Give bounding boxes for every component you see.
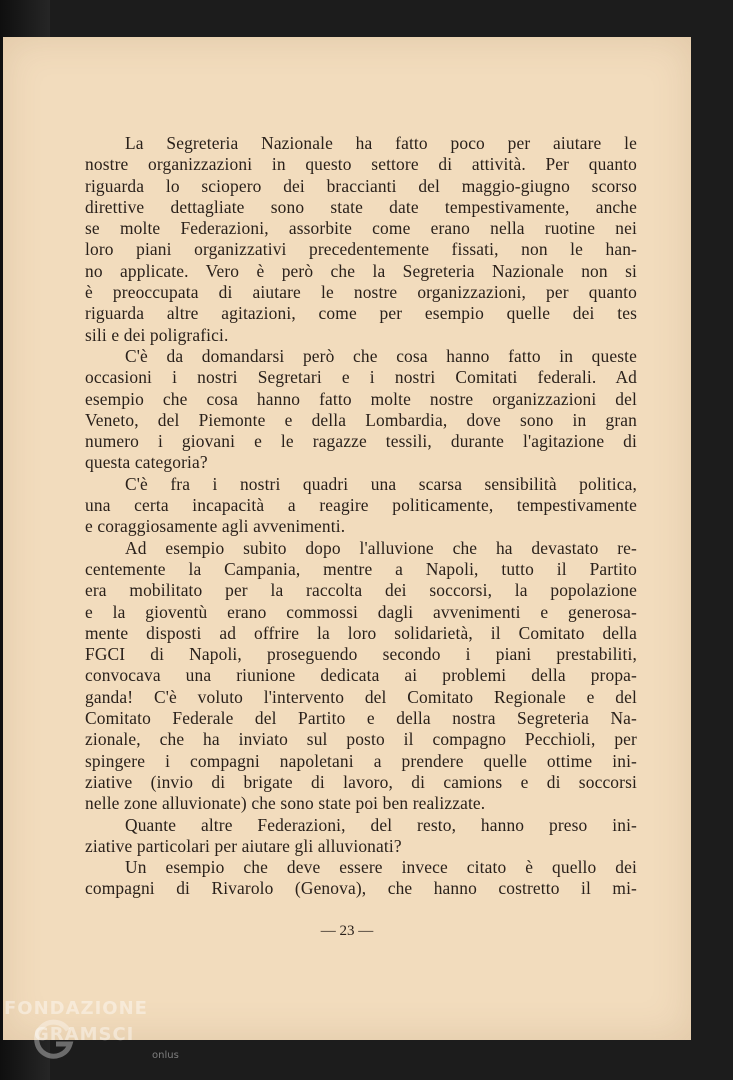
book-page [3, 37, 691, 1040]
page-number: — 23 — [320, 923, 374, 939]
text-line: nostre organizzazioni in questo settore di attività. Per quanto [85, 154, 637, 175]
text-line: riguarda altre agitazioni, come per esempio quelle dei tes [85, 303, 637, 324]
text-line: riguarda lo sciopero dei braccianti del maggio-giugno scorso [85, 175, 637, 196]
text-line: La Segreteria Nazionale ha fatto poco per aiutare le [125, 133, 637, 153]
text-line: C'è da domandarsi però che cosa hanno fatto in queste [125, 345, 637, 366]
text-line: Ad esempio subito dopo l'alluvione che ha devastato re- [125, 537, 637, 558]
text-line: mente disposti ad offrire la loro solidarietà, il Comitato della [85, 622, 637, 643]
text-line: C'è fra i nostri quadri una scarsa sensibilità politica, [125, 473, 637, 494]
text-line: ganda! C'è voluto l'intervento del Comitato Regionale e del [85, 686, 637, 707]
text-line: nelle zone alluvionate) che sono state poi ben realizzate. [85, 793, 486, 814]
text-line: Un esempio che deve essere invece citato è quello dei [125, 857, 637, 878]
text-line: convocava una riunione dedicata ai problemi della propa- [85, 665, 637, 686]
text-line: e la gioventù erano commossi dagli avvenimenti e generosa- [85, 601, 637, 622]
watermark-title: FONDAZIONE [4, 998, 148, 1019]
watermark-suffix: onlus [152, 1050, 179, 1061]
text-line: no applicate. Vero è però che la Segreteria Nazionale non si [85, 260, 637, 281]
text-line: ziative particolari per aiutare gli alluvionati? [85, 835, 402, 856]
text-line: occasioni i nostri Segretari e i nostri Comitati federali. Ad [85, 367, 637, 388]
text-line: Comitato Federale del Partito e della nostra Segreteria Na- [85, 708, 637, 729]
text-line: questa categoria? [85, 452, 208, 473]
text-line: sili e dei poligrafici. [85, 324, 229, 345]
text-line: compagni di Rivarolo (Genova), che hanno costretto il mi- [85, 878, 637, 899]
watermark-logo [4, 998, 204, 1068]
text-line: era mobilitato per la raccolta dei soccorsi, la popolazione [85, 580, 637, 601]
text-line: loro piani organizzativi precedentemente fissati, non le han- [85, 239, 637, 260]
text-line: Quante altre Federazioni, del resto, hanno preso ini- [125, 814, 637, 835]
text-line: centemente la Campania, mentre a Napoli, tutto il Partito [85, 558, 637, 579]
watermark-subtitle: GRAMSCI [34, 1024, 135, 1045]
text-line: e coraggiosamente agli avvenimenti. [85, 516, 346, 537]
text-line: numero i giovani e le ragazze tessili, durante l'agitazione di [85, 431, 637, 452]
text-line: è preoccupata di aiutare le nostre organizzazioni, per quanto [85, 282, 637, 303]
text-line: direttive dettagliate sono state date tempestivamente, anche [85, 196, 637, 217]
text-line: se molte Federazioni, assorbite come erano nella ruotine nei [85, 218, 637, 239]
text-line: ziative (invio di brigate di lavoro, di camions e di soccorsi [85, 771, 637, 792]
text-line: spingere i compagni napoletani a prendere quelle ottime ini- [85, 750, 637, 771]
body-text [85, 133, 637, 900]
text-line: una certa incapacità a reagire politicamente, tempestivamente [85, 495, 637, 516]
text-line: Veneto, del Piemonte e della Lombardia, dove sono in gran [85, 409, 637, 430]
text-line: esempio che cosa hanno fatto molte nostre organizzazioni del [85, 388, 637, 409]
text-line: zionale, che ha inviato sul posto il compagno Pecchioli, per [85, 729, 637, 750]
text-line: FGCI di Napoli, proseguendo secondo i piani prestabiliti, [85, 644, 637, 665]
